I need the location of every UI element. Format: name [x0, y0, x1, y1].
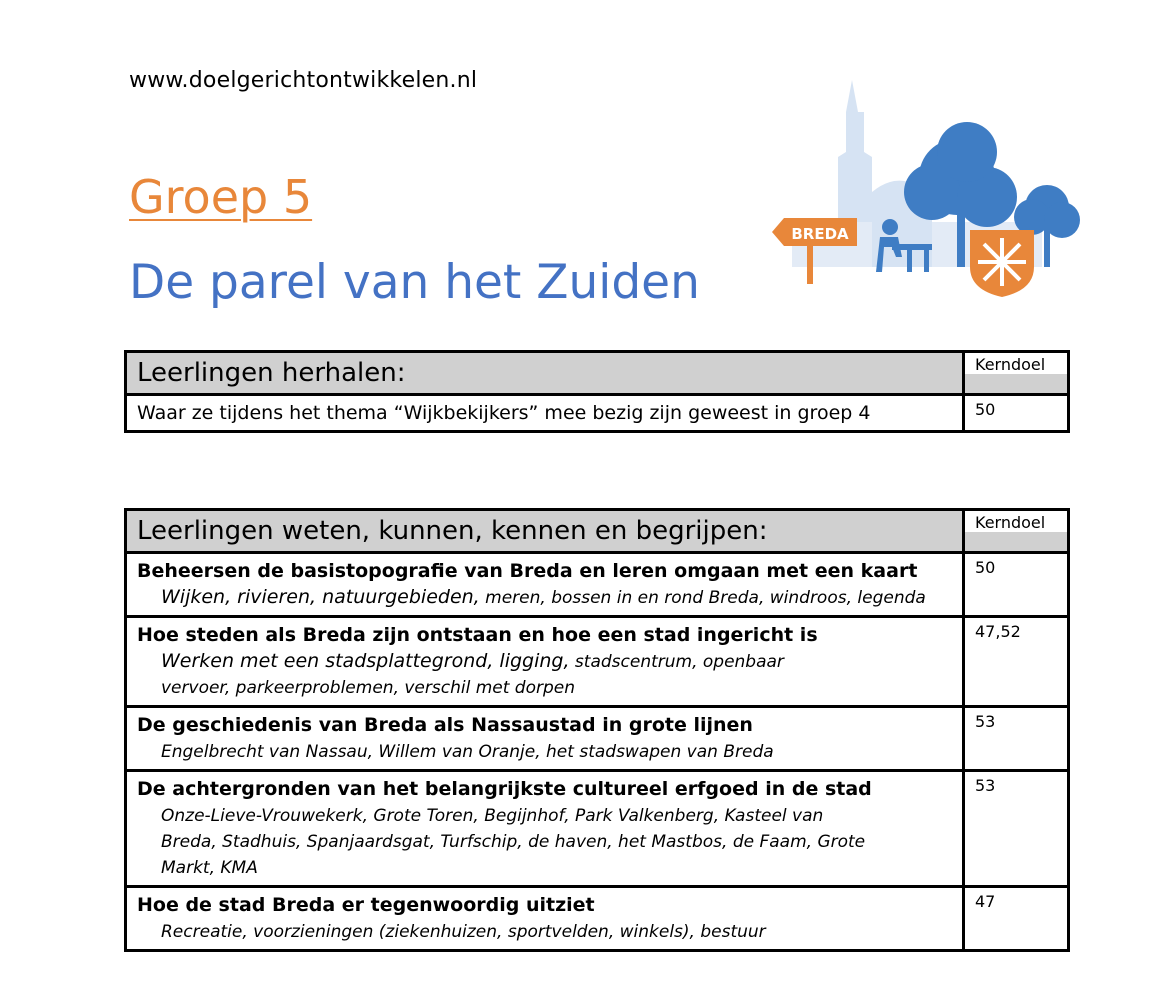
- row-code: 50: [964, 395, 1069, 432]
- goal-detail: Wijken, rivieren, natuurgebieden, meren, bossen in en rond Breda, windroos, legenda: [161, 586, 926, 608]
- table-row: [126, 771, 1069, 887]
- repeat-table: [124, 350, 1070, 433]
- goal-cell: [126, 553, 964, 617]
- learning-goals-table: [124, 508, 1070, 952]
- table-row: [126, 707, 1069, 771]
- code-heading: Kerndoel: [964, 510, 1069, 553]
- breda-logo: [752, 72, 1092, 304]
- table-row: [126, 395, 1069, 432]
- goal-detail: Onze-Lieve-Vrouwekerk, Grote Toren, Begijnhof, Park Valkenberg, Kasteel van Breda, Stadhuis, Spanjaardsgat, Turfschip, de haven, het Mastbos, de Faam, Grote Markt, KMA: [161, 806, 866, 878]
- table-row: [126, 553, 1069, 617]
- table-row: [126, 617, 1069, 707]
- goal-code: 53: [964, 707, 1069, 771]
- table-row: [126, 887, 1069, 951]
- goal-code: 47,52: [964, 617, 1069, 707]
- goal-detail: Engelbrecht van Nassau, Willem van Oranje, het stadswapen van Breda: [161, 742, 774, 762]
- goal-cell: [126, 887, 964, 951]
- row-text: Waar ze tijdens het thema “Wijkbekijkers” mee bezig zijn geweest in groep 4: [126, 395, 964, 432]
- goal-code: 53: [964, 771, 1069, 887]
- table-heading: Leerlingen herhalen:: [126, 352, 964, 395]
- goal-cell: [126, 707, 964, 771]
- goal-cell: [126, 617, 964, 707]
- goal-detail: Werken met een stadsplattegrond, ligging, stadscentrum, openbaar vervoer, parkeerproblemen, verschil met dorpen: [161, 650, 784, 698]
- goal-code: 47: [964, 887, 1069, 951]
- goal-topic: Beheersen de basistopografie van Breda en leren omgaan met een kaart: [137, 560, 918, 582]
- goal-topic: Hoe de stad Breda er tegenwoordig uitziet: [137, 894, 595, 916]
- goal-topic: Hoe steden als Breda zijn ontstaan en hoe een stad ingericht is: [137, 624, 818, 646]
- goal-topic: De geschiedenis van Breda als Nassaustad in grote lijnen: [137, 714, 753, 736]
- theme-title: De parel van het Zuiden: [129, 255, 700, 310]
- goal-code: 50: [964, 553, 1069, 617]
- table-header-row: [126, 352, 1069, 395]
- goal-detail: Recreatie, voorzieningen (ziekenhuizen, sportvelden, winkels), bestuur: [161, 922, 766, 942]
- goal-topic: De achtergronden van het belangrijkste cultureel erfgoed in de stad: [137, 778, 872, 800]
- code-heading: Kerndoel: [964, 352, 1069, 395]
- group-title: Groep 5: [129, 170, 313, 224]
- logo-sign-text: BREDA: [791, 225, 849, 243]
- site-url: www.doelgerichtontwikkelen.nl: [129, 68, 478, 93]
- table-heading: Leerlingen weten, kunnen, kennen en begrijpen:: [126, 510, 964, 553]
- table-header-row: [126, 510, 1069, 553]
- goal-cell: [126, 771, 964, 887]
